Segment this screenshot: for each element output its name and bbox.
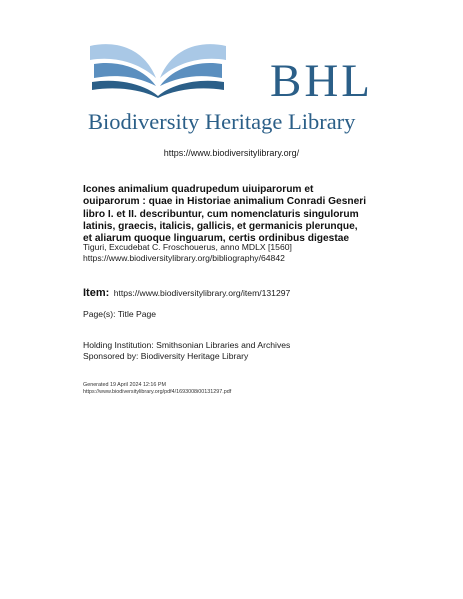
bhl-letters: BHL — [270, 55, 373, 107]
holding-info — [83, 340, 290, 362]
generation-info — [83, 382, 231, 396]
title-line: latinis, graecis, italicis, gallicis, et germanicis plerunque, — [83, 220, 358, 232]
sponsored-by: Sponsored by: Biodiversity Heritage Library — [83, 351, 249, 361]
publication-text: Tiguri, Excudebat C. Froschouerus, anno MDLX [1560] — [83, 242, 292, 252]
item-link[interactable]: https://www.biodiversitylibrary.org/item/131297 — [113, 288, 291, 298]
holding-institution: Holding Institution: Smithsonian Libraries and Archives — [83, 340, 291, 350]
bhl-name: Biodiversity Heritage Library — [88, 109, 356, 134]
pages-text: Page(s): Title Page — [83, 309, 157, 319]
generated-date: Generated 19 April 2024 12:16 PM — [83, 382, 167, 388]
title-line: ouiparorum : quae in Historiae animalium Conradi Gesneri — [83, 196, 367, 208]
bibliography-link[interactable]: https://www.biodiversitylibrary.org/bibliography/64842 — [83, 253, 285, 263]
item-row — [83, 285, 290, 300]
item-label: Item: — [83, 287, 110, 299]
pdf-link[interactable]: https://www.biodiversitylibrary.org/pdf4/1693008i00131297.pdf — [83, 389, 232, 395]
publication-info — [83, 242, 292, 264]
bhl-logo — [88, 38, 378, 138]
title-line: et aliarum quoque linguarum, certis ordinibus digestae — [83, 233, 350, 245]
title-line: Icones animalium quadrupedum uiuiparorum et — [83, 184, 314, 195]
open-book-logo-icon — [88, 38, 228, 98]
title-line: libro I. et II. describuntur, cum nomenclaturis singulorum — [83, 208, 359, 220]
site-url[interactable]: https://www.biodiversitylibrary.org/ — [163, 148, 300, 158]
document-title — [83, 184, 453, 245]
